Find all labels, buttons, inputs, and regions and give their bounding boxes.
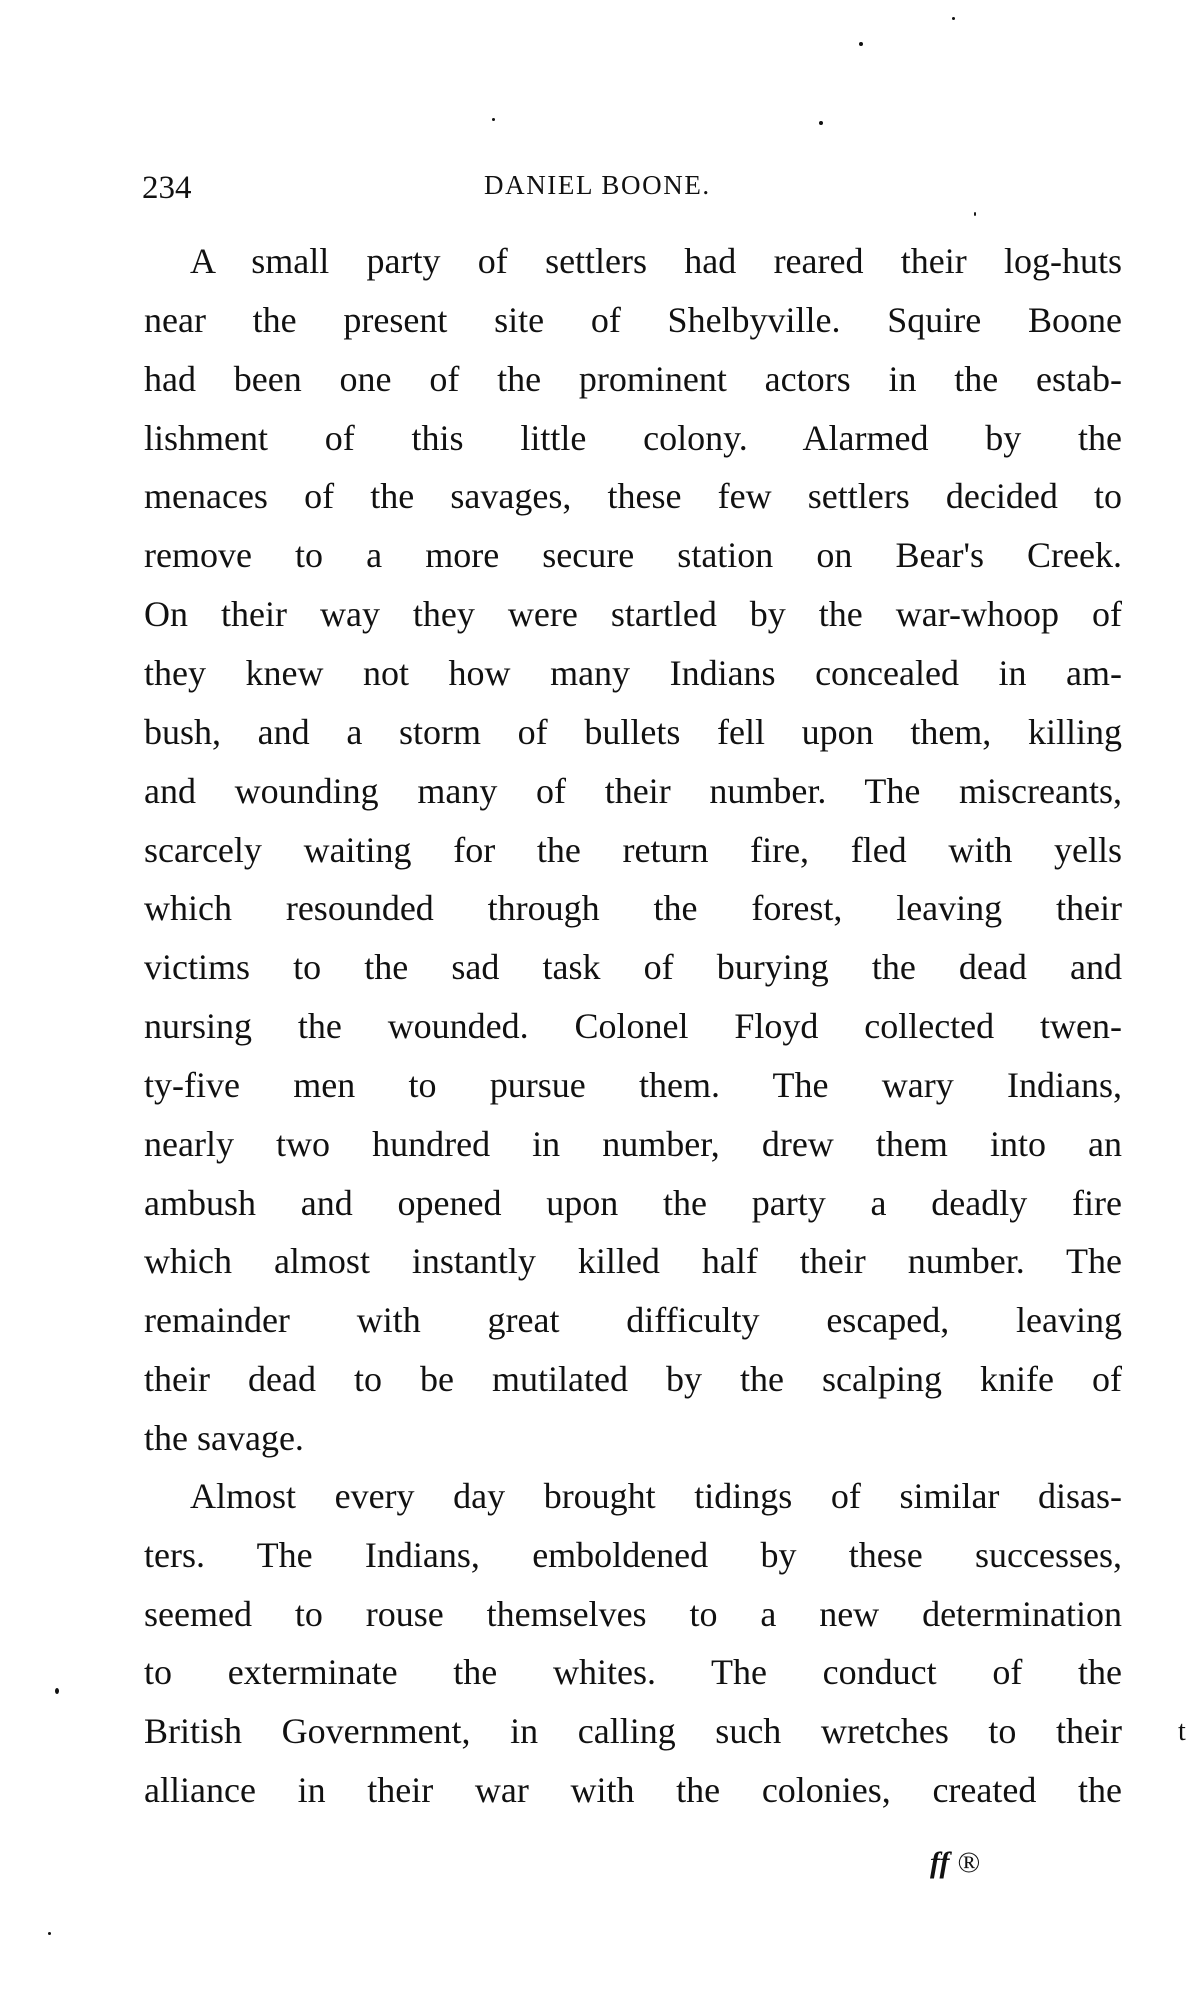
scan-speck <box>55 1688 59 1694</box>
text-line: the savage. <box>144 1418 304 1458</box>
text-line: ters. The Indians, emboldened by these successes, <box>144 1534 1122 1575</box>
margin-artifact: t <box>1178 1716 1186 1747</box>
text-line: nearly two hundred in number, drew them into an <box>144 1123 1122 1164</box>
signature-text: ff <box>930 1846 950 1879</box>
text-line: seemed to rouse themselves to a new determination <box>144 1593 1122 1634</box>
text-line: which resounded through the forest, leaving their <box>144 888 1122 929</box>
text-line: to exterminate the whites. The conduct of the <box>144 1652 1122 1693</box>
scan-speck <box>819 121 823 125</box>
running-head <box>0 160 1195 210</box>
text-line: nursing the wounded. Colonel Floyd collected twen- <box>144 1006 1122 1047</box>
text-line: had been one of the prominent actors in the estab- <box>144 358 1122 399</box>
scan-speck <box>48 1932 51 1935</box>
text-line: which almost instantly killed half their number. The <box>144 1241 1122 1282</box>
running-title: DANIEL BOONE. <box>484 170 711 200</box>
text-line: British Government, in calling such wretches to their <box>144 1711 1122 1752</box>
footer-signature-mark <box>930 1846 980 1880</box>
text-line: and wounding many of their number. The miscreants, <box>144 770 1122 811</box>
text-line: victims to the sad task of burying the dead and <box>144 947 1122 988</box>
text-line: ty-five men to pursue them. The wary Indians, <box>144 1064 1122 1105</box>
text-line: remainder with great difficulty escaped, leaving <box>144 1300 1122 1341</box>
scan-speck <box>492 118 495 121</box>
text-line: A small party of settlers had reared their log-huts <box>190 241 1122 281</box>
text-line: lishment of this little colony. Alarmed by the <box>144 417 1122 458</box>
page-number: 234 <box>142 170 192 206</box>
text-line: remove to a more secure station on Bear's Creek. <box>144 535 1122 576</box>
text-line: bush, and a storm of bullets fell upon them, killing <box>144 711 1122 752</box>
registered-mark-icon: ® <box>957 1846 981 1879</box>
scan-speck <box>974 212 976 216</box>
text-line: their dead to be mutilated by the scalping knife of <box>144 1359 1122 1400</box>
text-line: they knew not how many Indians concealed in am- <box>144 652 1122 693</box>
text-line: near the present site of Shelbyville. Squire Boone <box>144 299 1122 340</box>
text-line: alliance in their war with the colonies, created the <box>144 1770 1122 1810</box>
text-line: On their way they were startled by the war-whoop of <box>144 594 1122 635</box>
scan-speck <box>859 42 863 46</box>
text-line: Almost every day brought tidings of similar disas- <box>190 1476 1122 1516</box>
text-line: scarcely waiting for the return fire, fled with yells <box>144 829 1122 870</box>
text-line: ambush and opened upon the party a deadly fire <box>144 1182 1122 1223</box>
text-line: menaces of the savages, these few settlers decided to <box>144 476 1122 517</box>
scan-speck <box>952 17 955 20</box>
